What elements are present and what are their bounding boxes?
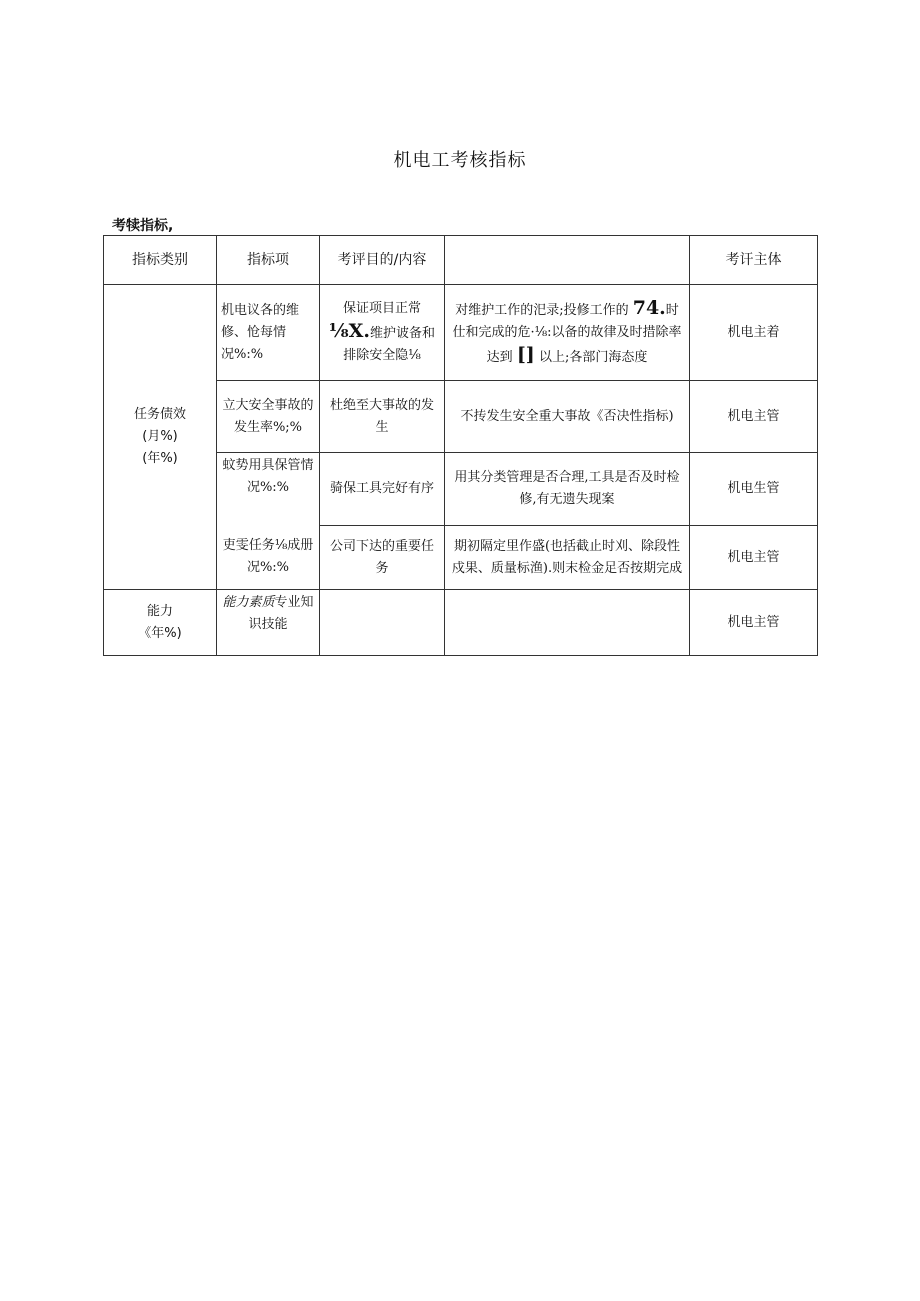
assessment-subject: 机电主管: [690, 381, 818, 453]
category-task-performance: [104, 285, 217, 590]
indicator-purpose: [320, 285, 445, 381]
purpose-marker: ⅛X.: [328, 320, 370, 342]
assessment-table: [103, 235, 818, 656]
page-title: 机电工考核指标: [393, 150, 527, 171]
assessment-subject: 机电主管: [690, 526, 818, 590]
indicator-content: 期初隔定里作盛(也括截止时刈、除段性戍果、质量标渔).则末检金足否按期完成: [445, 526, 690, 590]
indicator-item-text: 能力素质: [222, 595, 275, 610]
table-row: [104, 590, 818, 656]
indicator-purpose: 杜绝至大事故的发生: [320, 381, 445, 453]
header-blank: [445, 236, 690, 285]
indicator-item: 立大安全事故的发生率%;%: [217, 381, 320, 453]
category-label: 任务债效: [133, 407, 186, 422]
category-ability: [104, 590, 217, 656]
header-item: 指标项: [217, 236, 320, 285]
content-text: 以上;各部门海态度: [538, 349, 648, 365]
indicator-item: 机电议各的维修、怆每情况%:%: [217, 285, 320, 381]
indicator-content: 用其分类管理是否合理,工具是否及时检修,有无遗失现案: [445, 453, 690, 526]
header-row: [104, 236, 818, 285]
assessment-subject: 机电生管: [690, 453, 818, 526]
purpose-text: 维护诐备和排除安全隐⅛: [343, 326, 436, 363]
indicator-item: [217, 590, 320, 656]
assessment-subject: 机电主着: [690, 285, 818, 381]
indicator-purpose: 公司下达的重要任务: [320, 526, 445, 590]
header-purpose: 考评目的/内容: [320, 236, 445, 285]
category-label: 能力: [146, 603, 173, 619]
indicator-purpose: 骑保工具完好有序: [320, 453, 445, 526]
header-category: 指标类别: [104, 236, 217, 285]
content-text: 对维护工作的汜录;投修工作的: [455, 302, 629, 318]
indicator-item-text: 蚊势用具保管情况%:%: [222, 458, 314, 495]
category-period-year: 《年%): [138, 625, 182, 641]
indicator-content: 不抟发生安全重大事故《否决性指标): [445, 381, 690, 453]
cell-spacer: [221, 499, 315, 535]
indicator-item-text: 专业知识技能: [248, 595, 314, 632]
indicator-item-text: 吏雯任务⅛成册况%:%: [222, 538, 314, 575]
category-period-year: (年%): [142, 451, 178, 466]
assessment-subject: 机电主管: [690, 590, 818, 656]
indicator-purpose: [320, 590, 445, 656]
purpose-text: 保证项目正常: [342, 301, 421, 316]
indicator-item: [217, 453, 320, 590]
indicator-content: [445, 590, 690, 656]
table-row: [104, 285, 818, 381]
content-number: 74.: [632, 296, 666, 319]
header-subject: 考讦主体: [690, 236, 818, 285]
content-bracket: []: [516, 343, 535, 366]
category-period-month: (月%): [142, 429, 178, 444]
indicator-content: [445, 285, 690, 381]
section-subtitle: 考犊指标,: [112, 218, 174, 234]
content-text: 时仕和完成的危·⅛:以备的故律及时措除率达到: [452, 302, 682, 365]
